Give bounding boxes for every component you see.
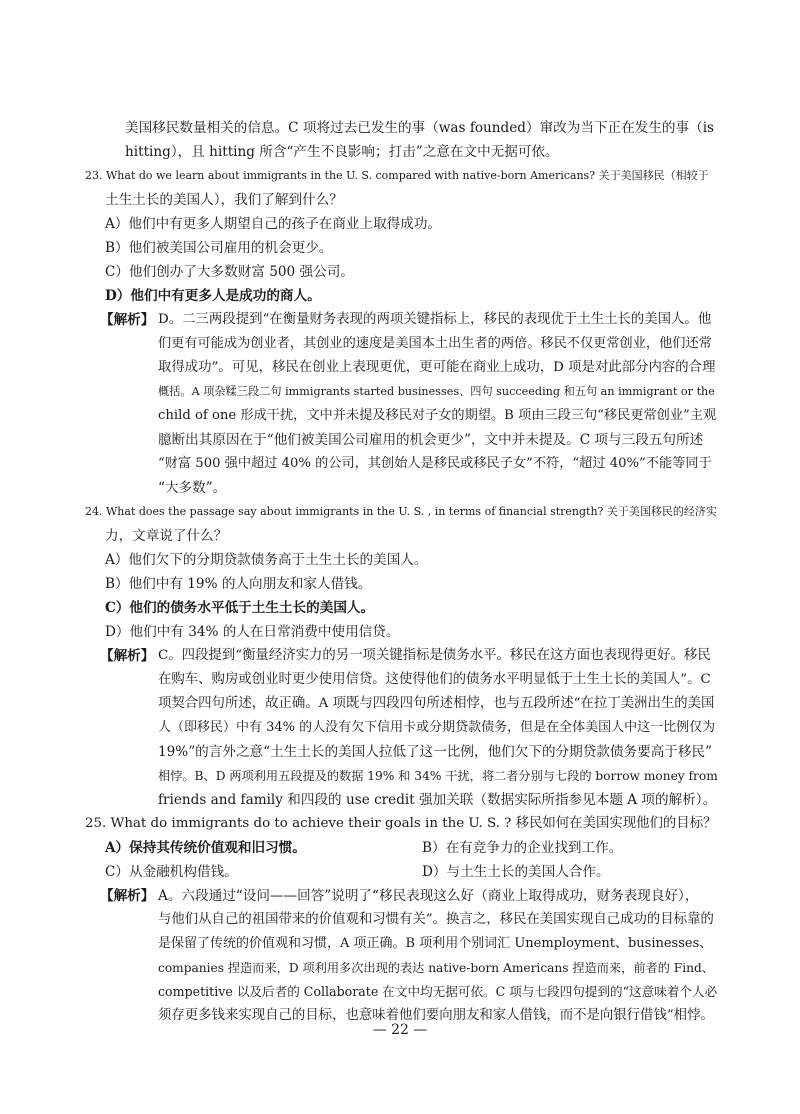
analysis-25-line: companies 捏造而来，D 项利用多次出现的表达 native-born Americans 捏造而来，前者的 Find、 [158, 961, 714, 975]
question-23-cont: 土生土长的美国人），我们了解到什么？ [105, 192, 343, 208]
option-24-d: D）他们中有 34% 的人在日常消费中使用信贷。 [105, 624, 400, 640]
analysis-23-line: “大多数”。 [158, 480, 227, 496]
analysis-24-line: friends and family 和四段的 use credit 强加关联（数据实际所指参见本题 A 项的解析）。 [158, 792, 717, 808]
text-line: 美国移民数量相关的信息。C 项将过去已发生的事（was founded）窜改为当下正在发生的事（is [125, 120, 715, 136]
analysis-24-line: 19%”的言外之意“土生土长的美国人拉低了这一比例，他们欠下的分期贷款债务要高于移民” [158, 744, 713, 760]
option-24-a: A）他们欠下的分期贷款债务高于土生土长的美国人。 [105, 552, 428, 568]
page-number: — 22 — [372, 1022, 428, 1038]
analysis-label: 【解析】 [100, 888, 155, 904]
analysis-25-line: competitive 以及后者的 Collaborate 在文中均无据可依。C 项与七段四句提到的“这意味着个人必 [158, 984, 718, 999]
analysis-24-line: 相悖。B、D 两项利用五段提及的数据 19% 和 34% 干扰，将二者分别与七段的 borrow money from [158, 769, 718, 783]
question-24: 24. What does the passage say about immigrants in the U. S. , in terms of financial strength? 关于美国移民的经济实 [85, 505, 717, 518]
option-24-b: B）他们中有 19% 的人向朋友和家人借钱。 [105, 576, 372, 592]
analysis-25-line: A。六段通过“设问——回答”说明了“移民表现这么好（商业上取得成功，财务表现良好）， [158, 888, 699, 904]
analysis-23-line: 臆断出其原因在于“他们被美国公司雇用的机会更少”，文中并未提及。C 项与三段五句所述 [158, 432, 704, 448]
analysis-23-line: 们更有可能成为创业者，其创业的速度是美国本土出生者的两倍。移民不仅更常创业，他们还常 [158, 336, 712, 351]
analysis-23-line: “财富 500 强中超过 40% 的公司，其创始人是移民或移民子女”不符，“超过 40%”不能等同于 [158, 456, 712, 471]
analysis-23-line: child of one 形成干扰，文中并未提及移民对子女的期望。B 项由三段三句“移民更常创业”主观 [158, 408, 717, 423]
option-23-d-answer: D）他们中有更多人是成功的商人。 [105, 288, 321, 304]
option-25-b: B）在有竞争力的企业找到工作。 [422, 840, 623, 856]
question-25: 25. What do immigrants do to achieve their goals in the U. S. ? 移民如何在美国实现他们的目标？ [85, 816, 717, 831]
option-23-c: C）他们创办了大多数财富 500 强公司。 [105, 264, 354, 280]
text-line: hitting），且 hitting 所含“产生不良影响；打击”之意在文中无据可依。 [125, 144, 559, 160]
question-23: 23. What do we learn about immigrants in the U. S. compared with native-born Americans? 关于美国移民（相较于 [85, 169, 709, 182]
analysis-25-line: 与他们从自己的祖国带来的价值观和习惯有关”。换言之，移民在美国实现自己成功的目标靠的 [158, 912, 714, 927]
option-23-a: A）他们中有更多人期望自己的孩子在商业上取得成功。 [105, 216, 442, 232]
analysis-label: 【解析】 [100, 312, 155, 328]
option-24-c-answer: C）他们的债务水平低于土生土长的美国人。 [105, 600, 375, 616]
analysis-25-line: 是保留了传统的价值观和习惯，A 项正确。B 项利用个别词汇 Unemployment、businesses、 [158, 936, 713, 951]
analysis-25-line: 须存更多钱来实现自己的目标，也意味着他们要向朋友和家人借钱，而不是向银行借钱”相悖。 [158, 1008, 714, 1023]
question-24-cont: 力，文章说了什么？ [105, 528, 228, 544]
analysis-23-line: D。二三两段提到“在衡量财务表现的两项关键指标上，移民的表现优于土生土长的美国人。他 [158, 312, 712, 327]
analysis-label: 【解析】 [100, 648, 155, 664]
option-23-b: B）他们被美国公司雇用的机会更少。 [105, 240, 333, 256]
option-25-c: C）从金融机构借钱。 [105, 864, 238, 880]
analysis-24-line: 项契合四句所述，故正确。A 项既与四段四句所述相悖，也与五段所述“在拉丁美洲出生的美国 [158, 696, 715, 711]
analysis-24-line: C。四段提到“衡量经济实力的另一项关键指标是债务水平。移民在这方面也表现得更好。移民 [158, 648, 711, 663]
option-25-d: D）与土生土长的美国人合作。 [422, 864, 610, 880]
option-25-a-answer: A）保持其传统价值观和旧习惯。 [105, 840, 306, 856]
analysis-24-line: 人（即移民）中有 34% 的人没有欠下信用卡或分期贷款债务，但是在全体美国人中这一比例仅为 [158, 720, 716, 735]
analysis-23-line: 取得成功”。可见，移民在创业上表现更优，更可能在商业上成功，D 项是对此部分内容的合理 [158, 360, 716, 375]
analysis-24-line: 在购车、购房或创业时更少使用信贷。这使得他们的债务水平明显低于土生土长的美国人”。C [158, 672, 711, 687]
analysis-23-line: 概括。A 项杂糅三段二句 immigrants started businesses、四句 succeeding 和五句 an immigrant or the [158, 385, 715, 398]
